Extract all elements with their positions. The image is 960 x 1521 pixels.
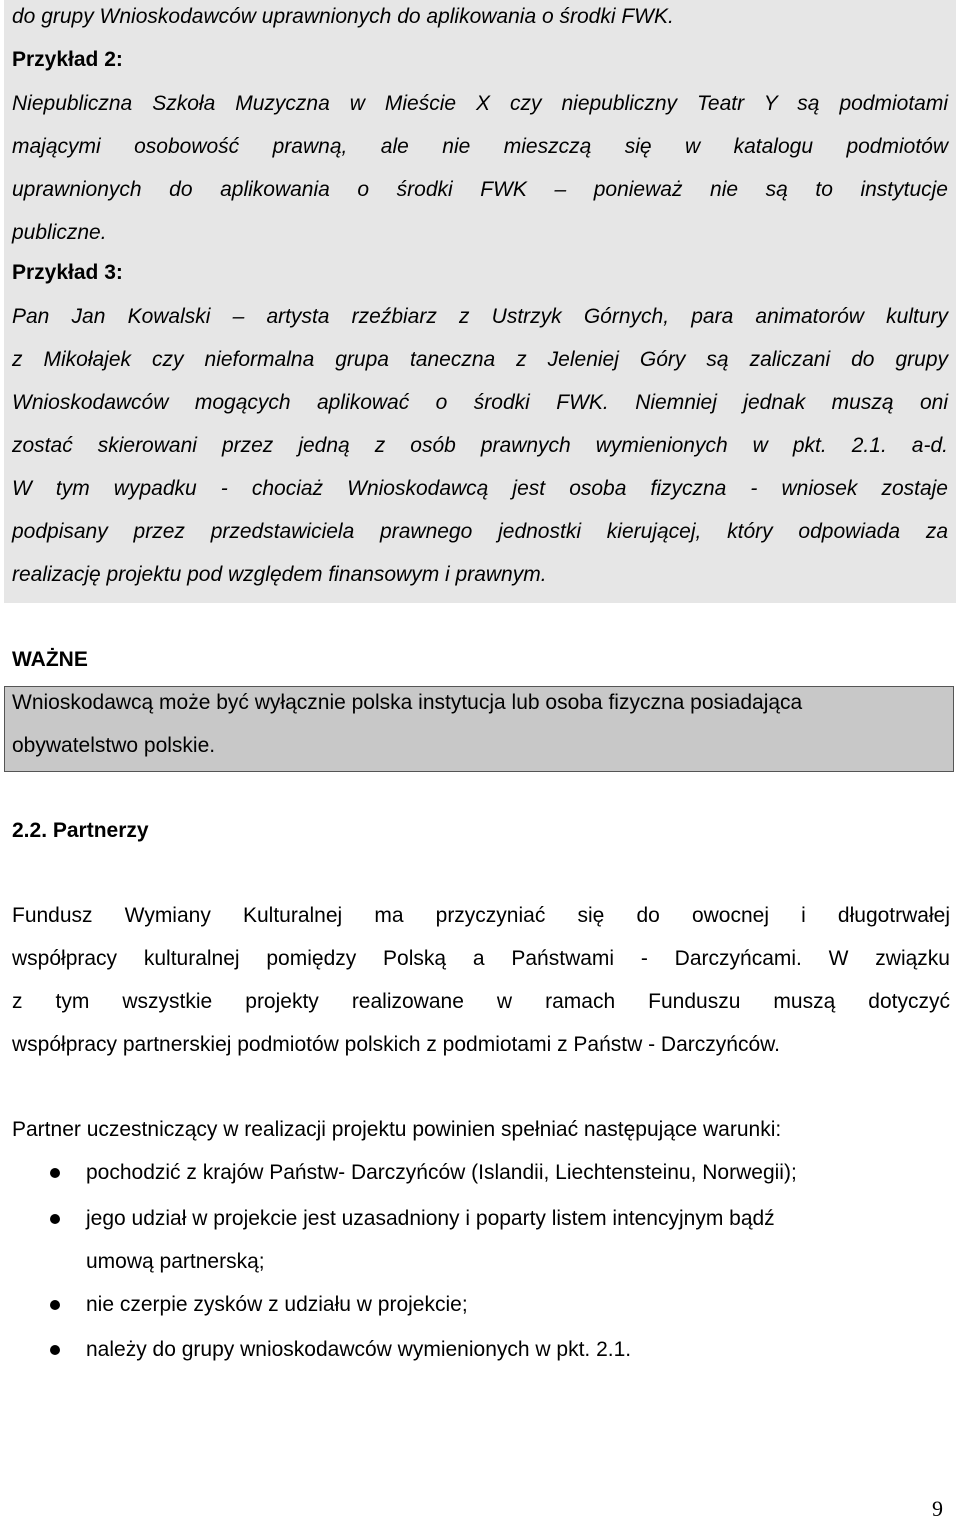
important-heading: WAŻNE — [12, 648, 88, 671]
example-2-line: uprawnionych do aplikowania o środki FWK – ponieważ nie są to instytucje — [12, 178, 948, 201]
bullet-icon — [50, 1214, 60, 1224]
example-2-line: mającymi osobowość prawną, ale nie mieszczą się w katalogu podmiotów — [12, 135, 948, 158]
bullet-item-continuation: umową partnerską; — [86, 1250, 265, 1273]
example-2-line: Niepubliczna Szkoła Muzyczna w Mieście X czy niepubliczny Teatr Y są podmiotami — [12, 92, 948, 115]
bullet-icon — [50, 1300, 60, 1310]
conditions-intro: Partner uczestniczący w realizacji projektu powinien spełniać następujące warunki: — [12, 1118, 782, 1141]
paragraph-line: z tym wszystkie projekty realizowane w ramach Funduszu muszą dotyczyć — [12, 990, 950, 1013]
example-2-line: publiczne. — [12, 221, 107, 244]
section-title: 2.2. Partnerzy — [12, 819, 149, 842]
important-line: Wnioskodawcą może być wyłącznie polska instytucja lub osoba fizyczna posiadająca — [12, 691, 803, 714]
bullet-item: nie czerpie zysków z udziału w projekcie; — [86, 1293, 468, 1316]
example-3-line: Wnioskodawców mogących aplikować o środki FWK. Niemniej jednak muszą oni — [12, 391, 948, 414]
bullet-icon — [50, 1168, 60, 1178]
example-2-heading: Przykład 2: — [12, 48, 123, 71]
paragraph-line: Fundusz Wymiany Kulturalnej ma przyczyniać się do owocnej i długotrwałej — [12, 904, 950, 927]
example-3-line: podpisany przez przedstawiciela prawnego jednostki kierującej, który odpowiada za — [12, 520, 948, 543]
bullet-item: jego udział w projekcie jest uzasadniony i poparty listem intencyjnym bądź — [86, 1207, 775, 1230]
example-3-line: realizację projektu pod względem finansowym i prawnym. — [12, 563, 547, 586]
example-3-line: Pan Jan Kowalski – artysta rzeźbiarz z Ustrzyk Górnych, para animatorów kultury — [12, 305, 948, 328]
page-number: 9 — [932, 1496, 943, 1521]
examples-top-line: do grupy Wnioskodawców uprawnionych do aplikowania o środki FWK. — [12, 5, 674, 28]
example-3-line: zostać skierowani przez jedną z osób prawnych wymienionych w pkt. 2.1. a-d. — [12, 434, 948, 457]
example-3-heading: Przykład 3: — [12, 261, 123, 284]
bullet-icon — [50, 1345, 60, 1355]
important-line: obywatelstwo polskie. — [12, 734, 216, 757]
paragraph-line: współpracy kulturalnej pomiędzy Polską a Państwami - Darczyńcami. W związku — [12, 947, 950, 970]
bullet-item: należy do grupy wnioskodawców wymienionych w pkt. 2.1. — [86, 1338, 632, 1361]
bullet-item: pochodzić z krajów Państw- Darczyńców (Islandii, Liechtensteinu, Norwegii); — [86, 1161, 797, 1184]
example-3-line: z Mikołajek czy nieformalna grupa taneczna z Jeleniej Góry są zaliczani do grupy — [12, 348, 948, 371]
paragraph-line: współpracy partnerskiej podmiotów polskich z podmiotami z Państw - Darczyńców. — [12, 1033, 780, 1056]
example-3-line: W tym wypadku - chociaż Wnioskodawcą jest osoba fizyczna - wniosek zostaje — [12, 477, 948, 500]
